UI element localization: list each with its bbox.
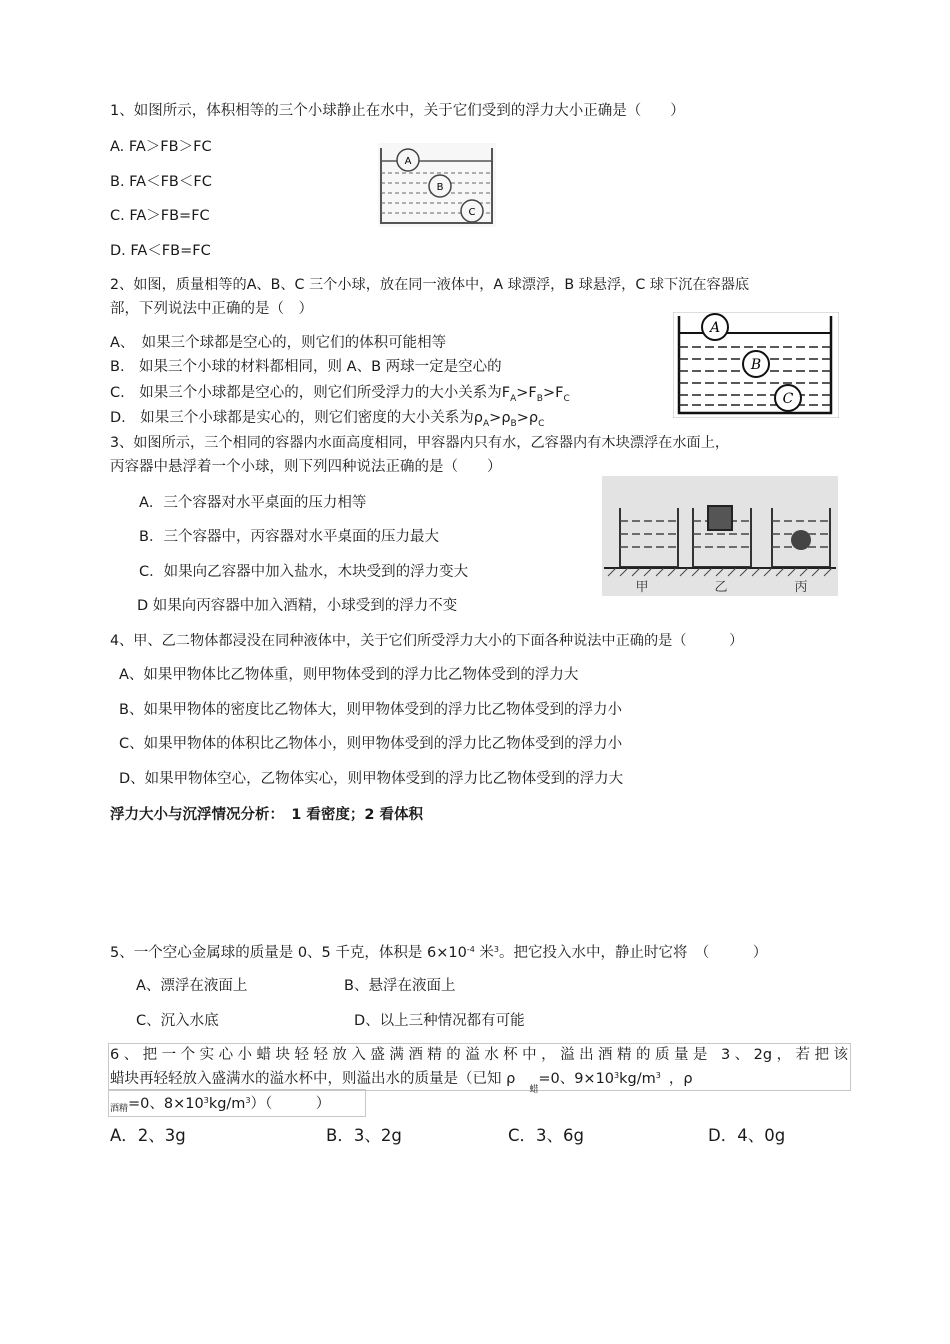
q2-fig-label-a: A [709, 320, 721, 336]
q3-option-b: B．三个容器中，丙容器对水平桌面的压力最大 [139, 529, 439, 545]
q2-figure [673, 312, 839, 418]
q5-option-a: A、漂浮在液面上 [136, 978, 248, 994]
q5-stem: 5、一个空心金属球的质量是 0、5 千克，体积是 $6\times 10^{-4}$ 米$^3$。把它投入水中，静止时它将 （ ） [110, 945, 768, 961]
q6-option-d: D．4、0g [708, 1126, 786, 1145]
q3-fig-label-bing: 丙 [794, 580, 808, 595]
q6-stem-line2: 蜡块再轻轻放入盛满水的溢水杯中，则溢出水的质量是（已知 $\rho_蜡=0$、$9\times 10^3kg/m^3$ ，ρ [110, 1071, 693, 1095]
q6-option-a: A．2、3g [110, 1126, 186, 1145]
q4-option-d: D、如果甲物体空心，乙物体实心，则甲物体受到的浮力比乙物体受到的浮力大 [119, 771, 624, 787]
q5-option-c: C、沉入水底 [136, 1013, 219, 1029]
q3-fig-label-jia: 甲 [635, 580, 649, 595]
q5-option-b: B、悬浮在液面上 [344, 978, 456, 994]
q2-stem-line1: 2、如图，质量相等的A、B、C 三个小球，放在同一液体中，A 球漂浮，B 球悬浮，C 球下沉在容器底 [110, 277, 750, 293]
q2-fig-label-c: C [782, 391, 794, 407]
q3-option-a: A．三个容器对水平桌面的压力相等 [139, 495, 367, 511]
q6-stem-line3: $_{酒精}$=0、$8\times 10^3kg/m^3$）（ ） [110, 1096, 331, 1114]
q4-option-a: A、如果甲物体比乙物体重，则甲物体受到的浮力比乙物体受到的浮力大 [119, 667, 579, 683]
q1-option-d: D. FA＜FB=FC [110, 243, 211, 259]
q6-option-c: C．3、6g [508, 1126, 584, 1145]
q1-fig-label-a: A [404, 156, 412, 167]
q2-option-c: C. 如果三个小球都是空心的，则它们所受浮力的大小关系为$F_A>F_B>F_C$ [110, 385, 570, 404]
q1-option-b: B. FA＜FB＜FC [110, 174, 212, 190]
q3-option-d: D 如果向丙容器中加入酒精，小球受到的浮力不变 [137, 598, 458, 614]
q1-figure [378, 143, 496, 227]
q3-option-c: C．如果向乙容器中加入盐水，木块受到的浮力变大 [139, 564, 469, 580]
q1-stem: 1、如图所示，体积相等的三个小球静止在水中，关于它们受到的浮力大小正确是（ ） [110, 103, 685, 119]
q3-stem-line1: 3、如图所示，三个相同的容器内水面高度相同，甲容器内只有水，乙容器内有木块漂浮在水面上， [110, 435, 730, 451]
q3-stem-line2: 丙容器中悬浮着一个小球，则下列四种说法正确的是（ ） [110, 459, 502, 475]
summary-note: 浮力大小与沉浮情况分析： 1 看密度；2 看体积 [110, 807, 424, 823]
q2-option-a: A、 如果三个球都是空心的，则它们的体积可能相等 [110, 335, 447, 351]
q2-fig-label-b: B [750, 357, 762, 373]
q3-fig-label-yi: 乙 [714, 580, 728, 595]
q1-fig-label-b: B [436, 182, 444, 193]
q1-fig-label-c: C [468, 207, 476, 218]
q5-option-d: D、以上三种情况都有可能 [354, 1013, 525, 1029]
q4-stem: 4、甲、乙二物体都浸没在同种液体中，关于它们所受浮力大小的下面各种说法中正确的是（ ） [110, 633, 744, 649]
q2-stem-line2: 部，下列说法中正确的是（ ） [110, 301, 313, 317]
q6-stem-line1: 6、把一个实心小蜡块轻轻放入盛满酒精的溢水杯中，溢出酒精的质量是 3、2g，若把该 [110, 1047, 848, 1063]
q4-option-c: C、如果甲物体的体积比乙物体小，则甲物体受到的浮力比乙物体受到的浮力小 [119, 736, 623, 752]
q3-figure [602, 476, 838, 596]
q6-option-b: B．3、2g [326, 1126, 402, 1145]
q4-option-b: B、如果甲物体的密度比乙物体大，则甲物体受到的浮力比乙物体受到的浮力小 [119, 702, 622, 718]
q2-option-b: B. 如果三个小球的材料都相同，则 A、B 两球一定是空心的 [110, 359, 502, 375]
q1-option-c: C. FA＞FB=FC [110, 208, 210, 224]
q2-option-d: D. 如果三个小球都是实心的，则它们密度的大小关系为$\rho_A>\rho_B>\rho_C$ [110, 410, 545, 429]
q1-option-a: A. FA＞FB＞FC [110, 139, 212, 155]
